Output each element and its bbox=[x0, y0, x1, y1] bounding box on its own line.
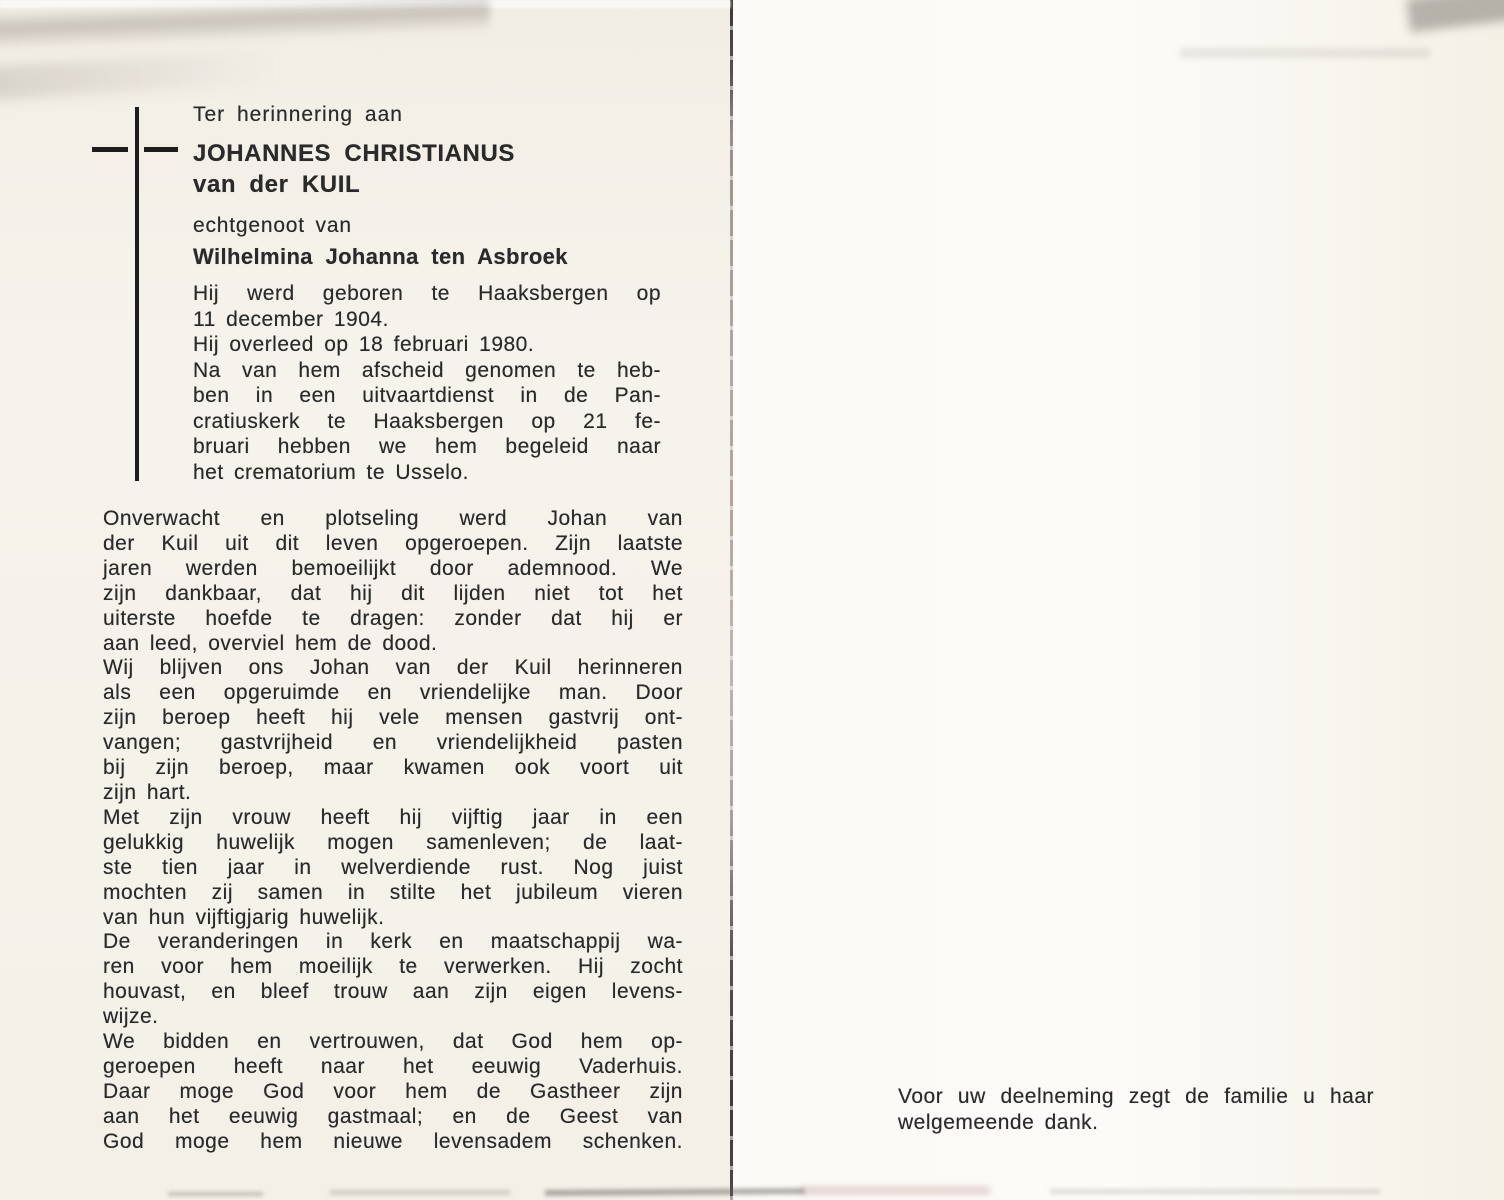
life-summary-line: bruari hebben we hem begeleid naar bbox=[193, 435, 661, 458]
life-summary-line: het crematorium te Usselo. bbox=[193, 460, 469, 484]
life-summary-line: 11 december 1904. bbox=[193, 307, 389, 331]
memorial-text-line: De veranderingen in kerk en maatschappij wa- bbox=[103, 930, 683, 954]
life-summary-line: Hij werd geboren te Haaksbergen op bbox=[193, 282, 661, 305]
memorial-text-line: jaren werden bemoeilijkt door ademnood. We bbox=[103, 556, 683, 580]
memorial-text-line: aan leed, overviel hem de dood. bbox=[103, 631, 438, 655]
memorial-text-line: Wij blijven ons Johan van der Kuil herinneren bbox=[103, 656, 683, 680]
life-summary-line: Na van hem afscheid genomen te heb- bbox=[193, 358, 661, 382]
thanks-line: Voor uw deelneming zegt de familie u haar bbox=[898, 1085, 1374, 1108]
memorial-text-line: der Kuil uit dit leven opgeroepen. Zijn laatste bbox=[103, 531, 683, 555]
relation-label: echtgenoot van bbox=[193, 214, 352, 237]
memorial-text-line: mochten zij samen in stilte het jubileum vieren bbox=[103, 880, 683, 904]
memorial-text-line: zijn dankbaar, dat hij dit lijden niet tot het bbox=[103, 581, 683, 605]
memorial-text-line: vangen; gastvrijheid en vriendelijkheid pasten bbox=[103, 731, 683, 755]
page-fold-highlight bbox=[733, 0, 740, 1200]
memorial-text-line: geroepen heeft naar het eeuwig Vaderhuis. bbox=[103, 1054, 683, 1078]
memorial-text-line: gelukkig huwelijk mogen samenleven; de laat- bbox=[103, 830, 683, 854]
cross-left-arm bbox=[92, 147, 128, 152]
memorial-intro-label: Ter herinnering aan bbox=[193, 103, 403, 126]
memorial-card-right-page bbox=[733, 0, 1504, 1200]
memorial-text-line: zijn hart. bbox=[103, 780, 192, 804]
memorial-text-line: van hun vijftigjarig huwelijk. bbox=[103, 905, 385, 929]
life-summary-paragraph bbox=[193, 281, 661, 485]
memorial-text-line: bij zijn beroep, maar kwamen ook voort uit bbox=[103, 756, 683, 780]
memorial-text-line: aan het eeuwig gastmaal; en de Geest van bbox=[103, 1104, 683, 1128]
memorial-text-line: Daar moge God voor hem de Gastheer zijn bbox=[103, 1079, 683, 1103]
life-summary-line: ben in een uitvaartdienst in de Pan- bbox=[193, 384, 661, 407]
deceased-name-line-2: van der KUIL bbox=[193, 171, 361, 198]
deceased-name bbox=[193, 138, 515, 200]
cross-right-arm bbox=[144, 147, 178, 152]
memorial-text-line: Onverwacht en plotseling werd Johan van bbox=[103, 507, 683, 530]
memorial-text-line: als een opgeruimde en vriendelijke man. Door bbox=[103, 681, 683, 705]
memorial-text-line: uiterste hoefde te dragen: zonder dat hij er bbox=[103, 606, 683, 630]
memorial-text-line: Met zijn vrouw heeft hij vijftig jaar in een bbox=[103, 805, 683, 829]
cross-vertical-bar bbox=[135, 107, 139, 481]
life-summary-line: Hij overleed op 18 februari 1980. bbox=[193, 333, 535, 356]
memorial-text-line: God moge hem nieuwe levensadem schenken. bbox=[103, 1129, 683, 1153]
spouse-name: Wilhelmina Johanna ten Asbroek bbox=[193, 244, 568, 269]
memorial-text-line: ste tien jaar in welverdiende rust. Nog juist bbox=[103, 855, 683, 879]
memorial-text-line: houvast, en bleef trouw aan zijn eigen levens- bbox=[103, 980, 683, 1004]
memorial-text-line: ren voor hem moeilijk te verwerken. Hij zocht bbox=[103, 955, 683, 979]
memorial-text-line: We bidden en vertrouwen, dat God hem op- bbox=[103, 1030, 683, 1054]
thanks-line: welgemeende dank. bbox=[898, 1110, 1099, 1134]
memorial-text-line: wijze. bbox=[103, 1005, 159, 1029]
memorial-text-line: zijn beroep heeft hij vele mensen gastvrij ont- bbox=[103, 706, 683, 730]
memorial-text-paragraph bbox=[103, 507, 683, 1155]
life-summary-line: cratiuskerk te Haaksbergen op 21 fe- bbox=[193, 409, 661, 433]
deceased-name-line-1: JOHANNES CHRISTIANUS bbox=[193, 140, 516, 167]
thanks-paragraph bbox=[898, 1084, 1374, 1135]
